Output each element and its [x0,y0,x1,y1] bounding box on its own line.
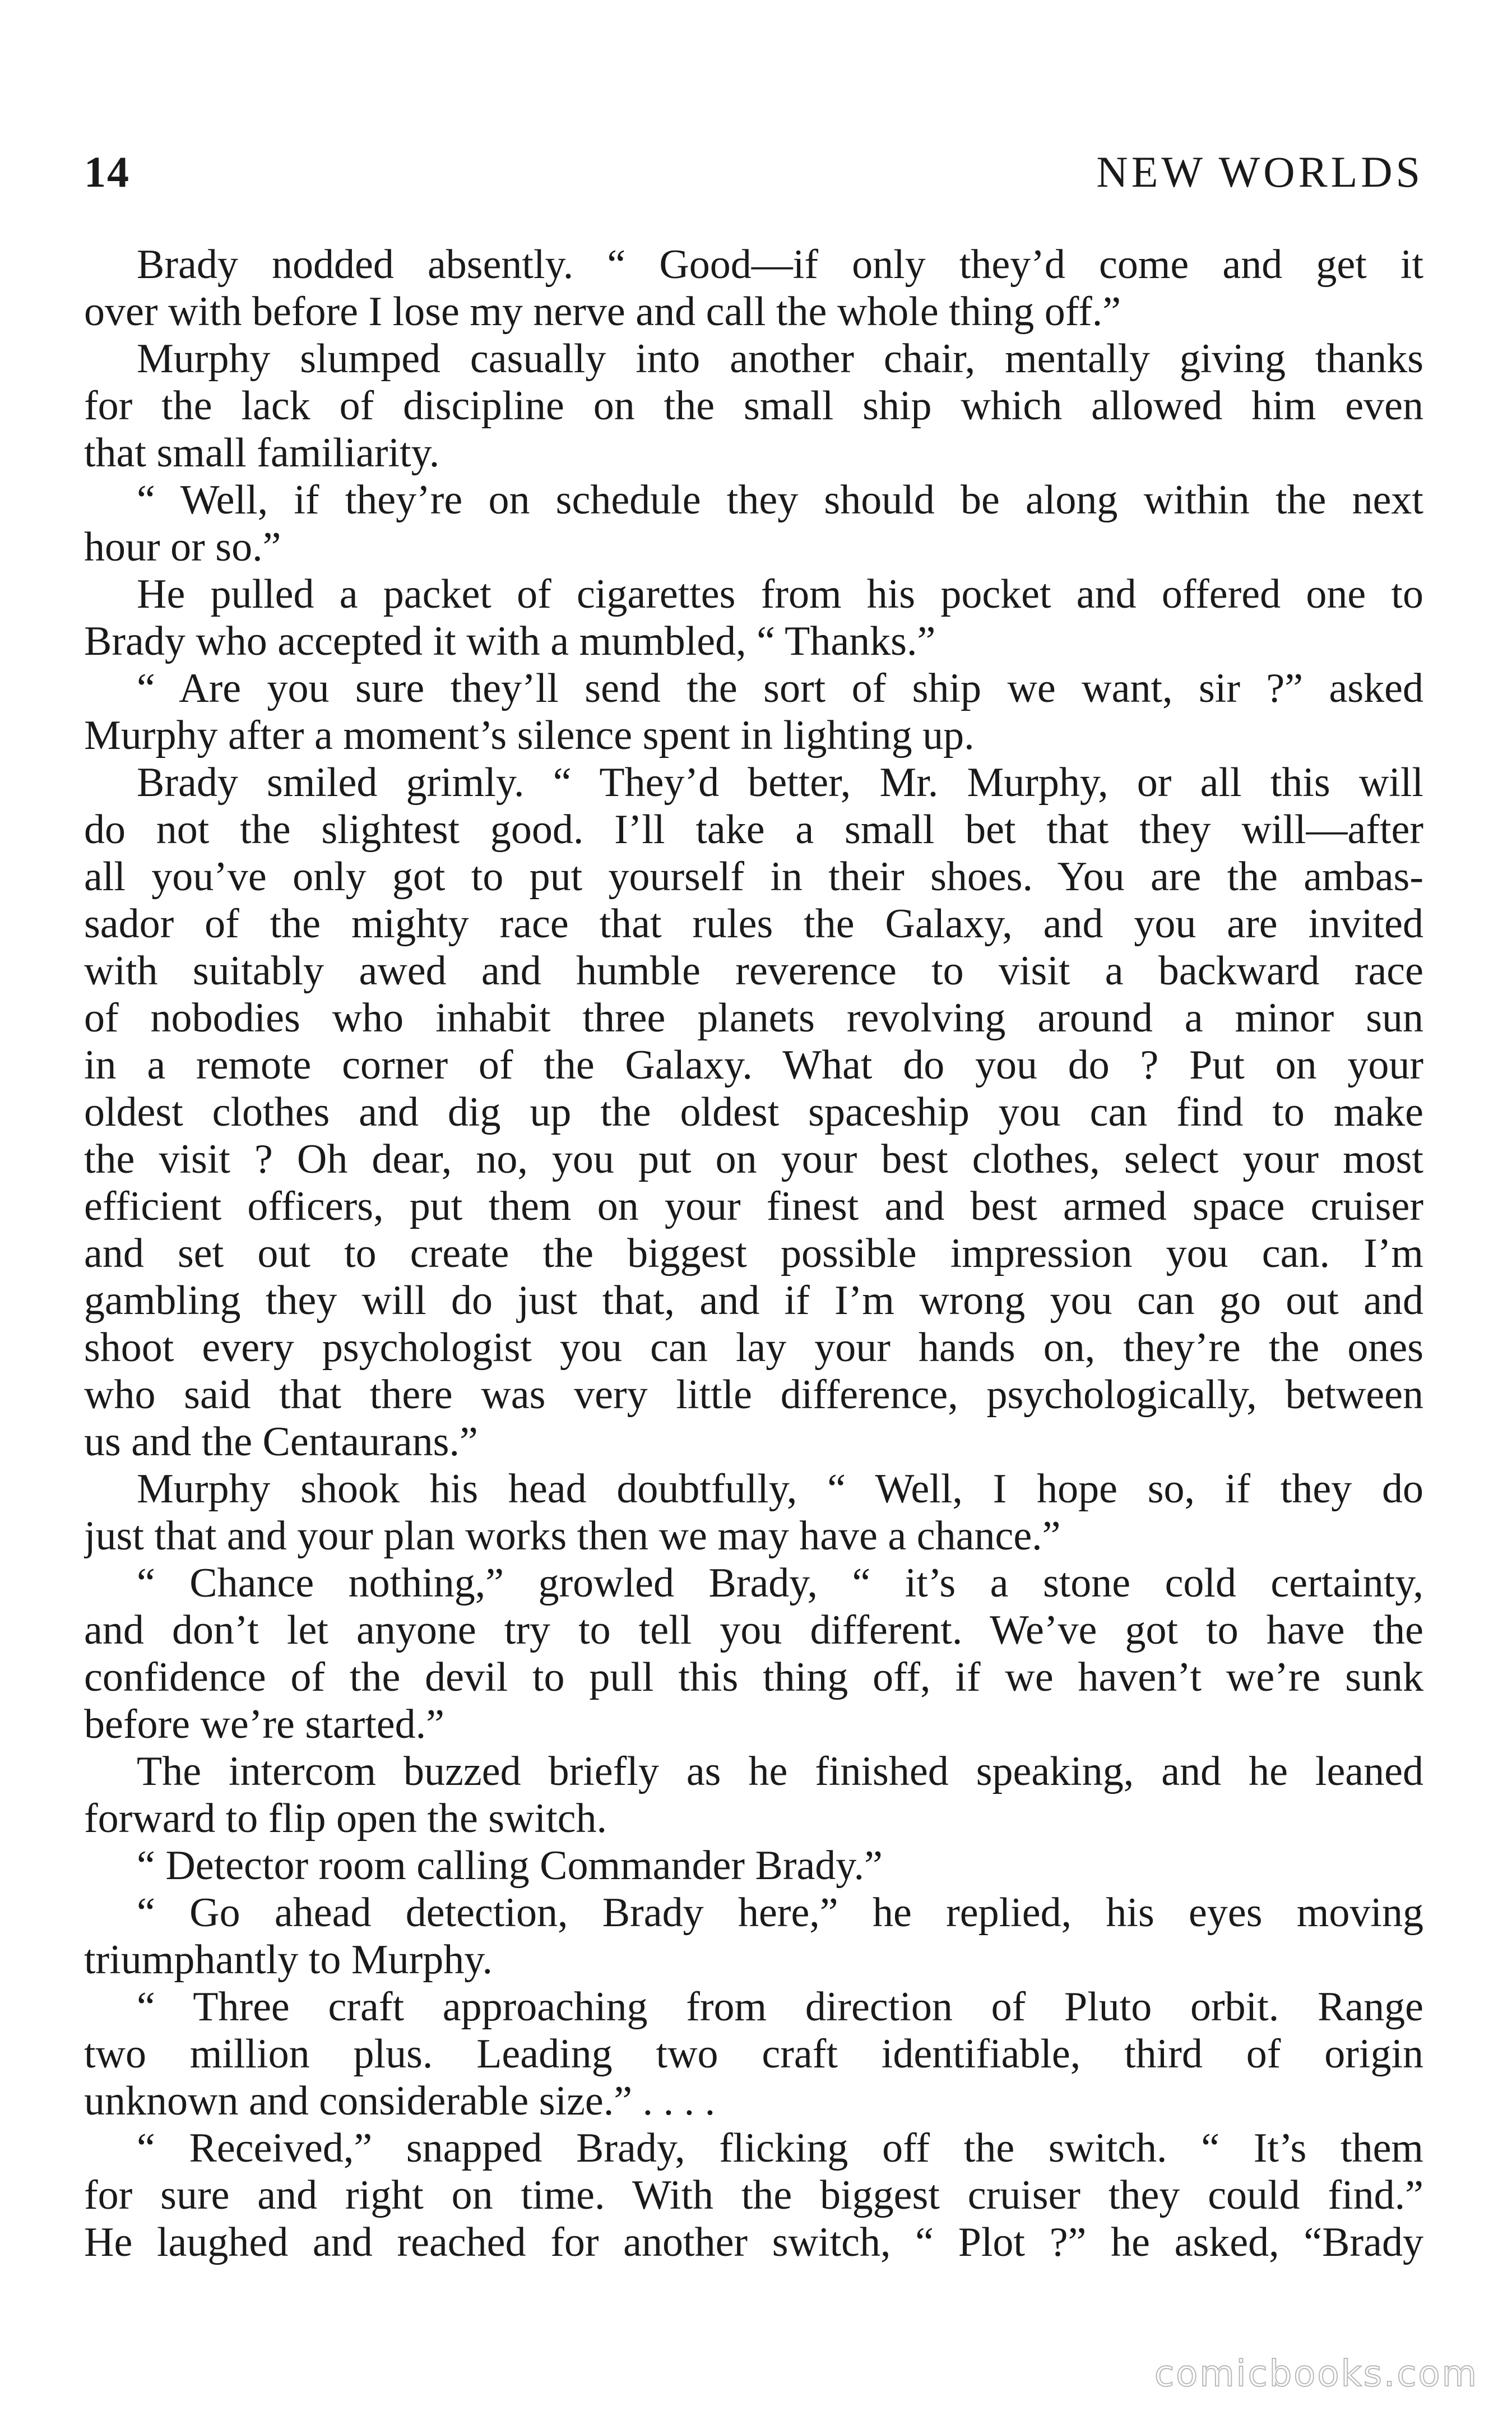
text-line: He laughed and reached for another switch, “ Plot ?” he asked, “Brady [84,2219,1423,2265]
text-line: The intercom buzzed briefly as he finished speaking, and he leaned [137,1748,1423,1794]
watermark: comicbooks.com [1154,2353,1478,2395]
text-line: hour or so.” [84,524,281,570]
page-number: 14 [84,147,130,196]
text-line: just that and your plan works then we may have a chance.” [84,1513,1061,1559]
text-line: who said that there was very little difference, psychologically, between [84,1372,1423,1418]
text-line: unknown and considerable size.” . . . . [84,2078,716,2124]
text-line: and set out to create the biggest possible impression you can. I’m [84,1230,1423,1276]
text-line: efficient officers, put them on your finest and best armed space cruiser [84,1183,1423,1229]
text-line: two million plus. Leading two craft identifiable, third of origin [84,2031,1423,2077]
text-line: over with before I lose my nerve and call the whole thing off.” [84,289,1121,335]
text-line: “ Are you sure they’ll send the sort of ship we want, sir ?” asked [137,665,1423,711]
text-line: Murphy after a moment’s silence spent in lighting up. [84,713,975,758]
text-line: oldest clothes and dig up the oldest spaceship you can find to make [84,1089,1423,1135]
text-line: “ Received,” snapped Brady, flicking off the switch. “ It’s them [137,2125,1423,2171]
text-line: Brady smiled grimly. “ They’d better, Mr. Murphy, or all this will [137,760,1423,806]
text-line: shoot every psychologist you can lay your hands on, they’re the ones [84,1325,1423,1371]
text-line: and don’t let anyone try to tell you different. We’ve got to have the [84,1607,1423,1653]
running-head: NEW WORLDS [1096,147,1423,196]
text-line: in a remote corner of the Galaxy. What do you do ? Put on your [84,1042,1423,1088]
text-line: triumphantly to Murphy. [84,1937,493,1983]
text-line: Murphy slumped casually into another chair, mentally giving thanks [137,336,1423,382]
text-line: Brady nodded absently. “ Good—if only they’d come and get it [137,242,1423,288]
text-line: for sure and right on time. With the biggest cruiser they could find.” [84,2172,1423,2218]
text-line: Brady who accepted it with a mumbled, “ Thanks.” [84,618,936,664]
text-line: confidence of the devil to pull this thing off, if we haven’t we’re sunk [84,1654,1423,1700]
text-line: “ Three craft approaching from direction of Pluto orbit. Range [137,1984,1423,2030]
text-line: sador of the mighty race that rules the Galaxy, and you are invited [84,901,1423,947]
text-line: “ Chance nothing,” growled Brady, “ it’s a stone cold certainty, [137,1560,1423,1606]
text-line: do not the slightest good. I’ll take a small bet that they will—after [84,807,1423,853]
text-line: the visit ? Oh dear, no, you put on your best clothes, select your most [84,1136,1423,1182]
text-line: for the lack of discipline on the small ship which allowed him even [84,383,1423,429]
text-line: gambling they will do just that, and if I’m wrong you can go out and [84,1278,1423,1324]
text-line: of nobodies who inhabit three planets revolving around a minor sun [84,995,1423,1041]
text-line: with suitably awed and humble reverence to visit a backward race [84,948,1423,994]
text-line: forward to flip open the switch. [84,1796,607,1842]
text-line: Murphy shook his head doubtfully, “ Well, I hope so, if they do [137,1466,1423,1512]
body-text [84,241,1423,2266]
text-line: He pulled a packet of cigarettes from his pocket and offered one to [137,571,1423,617]
text-line: us and the Centaurans.” [84,1419,478,1465]
text-line: all you’ve only got to put yourself in their shoes. You are the ambas- [84,854,1423,900]
text-line: “ Go ahead detection, Brady here,” he replied, his eyes moving [137,1890,1423,1936]
text-line: “ Well, if they’re on schedule they should be along within the next [137,477,1423,523]
text-line: “ Detector room calling Commander Brady.” [137,1843,883,1889]
text-line: before we’re started.” [84,1701,444,1747]
text-line: that small familiarity. [84,430,440,476]
